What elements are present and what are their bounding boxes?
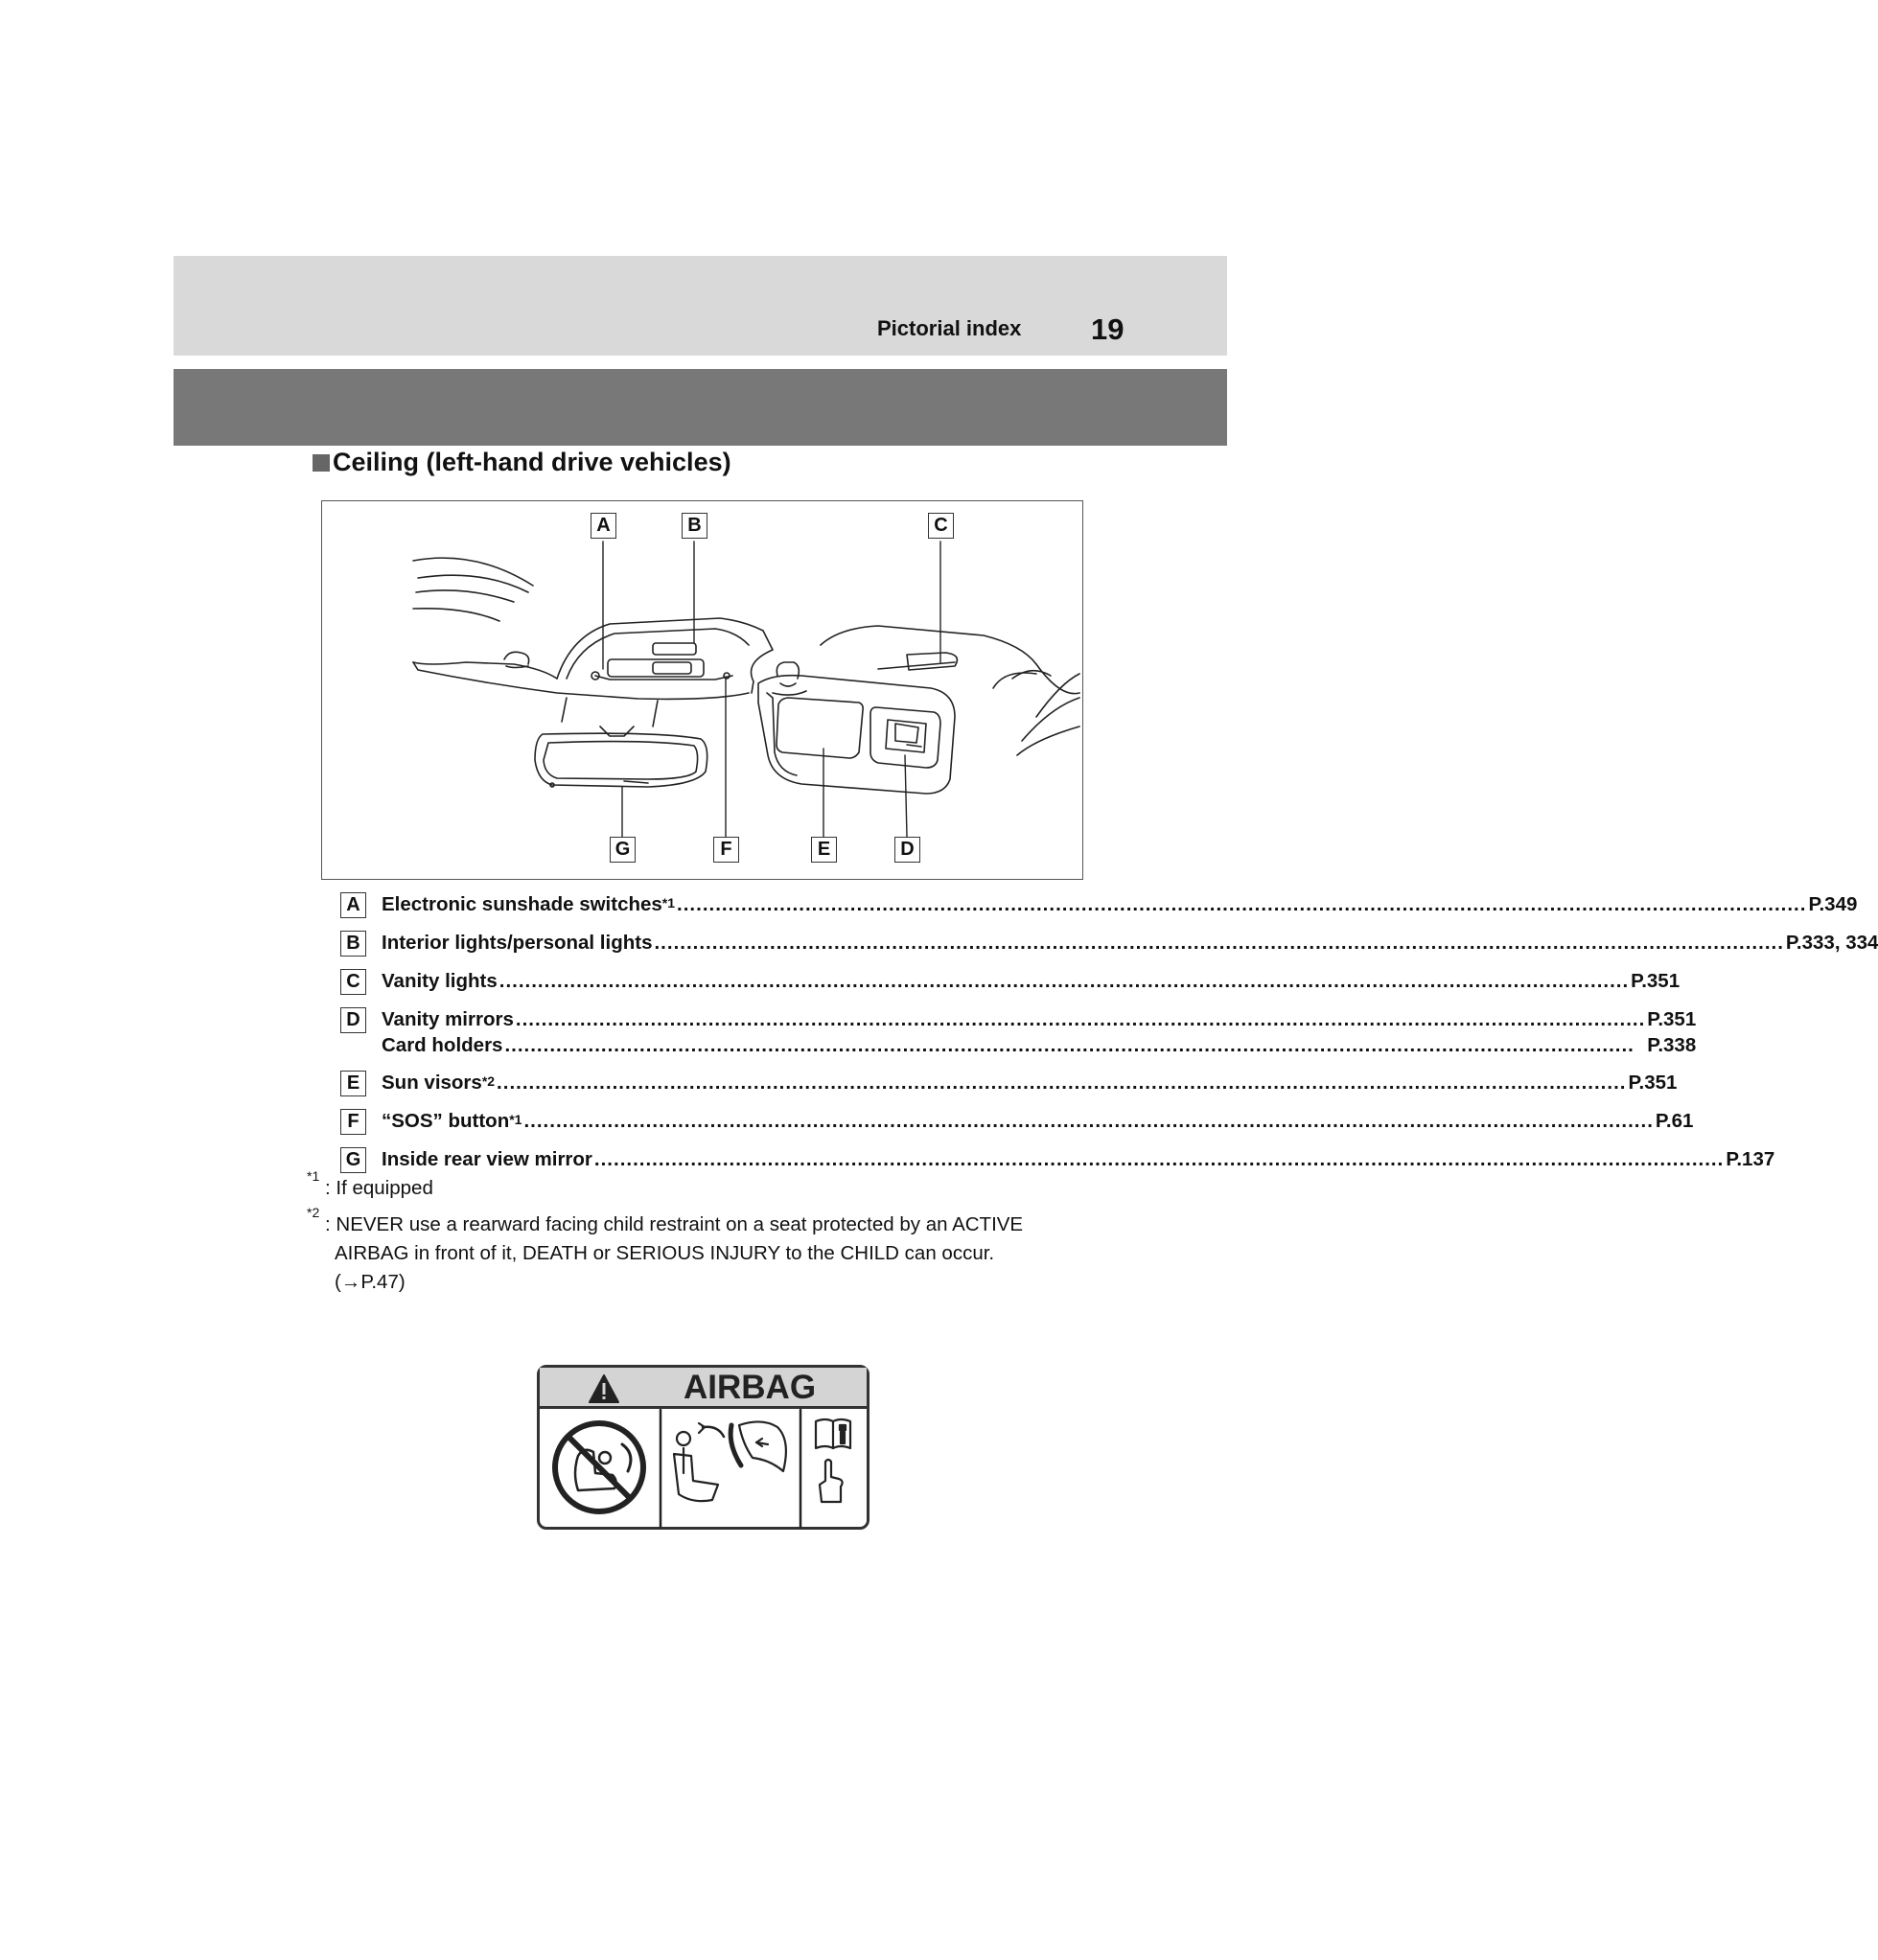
figure-label-f: F bbox=[713, 837, 739, 863]
legend-key: D bbox=[340, 1007, 366, 1033]
legend-text: Card holders bbox=[382, 1034, 503, 1056]
figure-label-a: A bbox=[591, 513, 616, 539]
page-ref-link[interactable]: P.333, 334 bbox=[1785, 932, 1878, 954]
legend-text: “SOS” button bbox=[382, 1110, 510, 1132]
page-ref-link[interactable]: P.351 bbox=[1628, 1072, 1678, 1094]
legend-item-e: E Sun visors $^{*2}$ ..... P.351 bbox=[340, 1070, 1057, 1096]
legend-text: Vanity mirrors bbox=[382, 1008, 514, 1030]
figure-label-e: E bbox=[811, 837, 837, 863]
figure-label-c: C bbox=[928, 513, 954, 539]
figure-label-g: G bbox=[610, 837, 636, 863]
page-ref-link[interactable]: P.351 bbox=[1631, 970, 1681, 992]
legend-key: F bbox=[340, 1109, 366, 1135]
section-bullet-icon bbox=[313, 454, 330, 472]
legend-item-f: F “SOS” button $^{*1}$ ..... P.61 bbox=[340, 1108, 1057, 1135]
legend-item-g bbox=[340, 1146, 1775, 1173]
header-band bbox=[174, 256, 1227, 356]
legend-list bbox=[340, 891, 1878, 1185]
ceiling-illustration bbox=[321, 500, 1083, 880]
section-title bbox=[313, 448, 731, 477]
read-manual-icon bbox=[816, 1419, 850, 1502]
legend-key: A bbox=[340, 892, 366, 918]
legend-text: Sun visors bbox=[382, 1072, 482, 1094]
section-title-text: Ceiling (left-hand drive vehicles) bbox=[333, 448, 731, 476]
seat-airbag-deploy-icon bbox=[674, 1421, 786, 1501]
legend-key: C bbox=[340, 969, 366, 995]
footnote-text-line-1: : NEVER use a rearward facing child restraint on a seat protected by an ACTIVE bbox=[325, 1213, 1024, 1235]
page-ref-link[interactable]: P.349 bbox=[1808, 893, 1858, 915]
warning-triangle-icon bbox=[590, 1375, 618, 1402]
leader-dots bbox=[523, 1108, 1653, 1134]
figure-label-d: D bbox=[894, 837, 920, 863]
page-number: 19 bbox=[1091, 312, 1124, 346]
no-rear-facing-child-seat-icon bbox=[555, 1423, 643, 1511]
airbag-warning-label bbox=[537, 1365, 869, 1530]
footnote-1: *1 : If equipped bbox=[307, 1174, 433, 1203]
legend-text: Interior lights/personal lights bbox=[382, 932, 653, 954]
legend-key: E bbox=[340, 1071, 366, 1096]
legend-item-a: A Electronic sunshade switches $^{*1}$ ..... P.349 bbox=[340, 891, 1057, 918]
page-ref-link[interactable]: P.137 bbox=[1726, 1148, 1775, 1170]
leader-dots bbox=[677, 891, 1806, 917]
leader-dots bbox=[504, 1032, 1645, 1058]
page-ref-link[interactable]: P.61 bbox=[1655, 1110, 1694, 1132]
legend-item-d bbox=[340, 1006, 1697, 1058]
leader-dots bbox=[497, 1070, 1626, 1095]
chapter-title: Pictorial index bbox=[877, 316, 1022, 340]
page-ref-link[interactable]: P.338 bbox=[1647, 1034, 1697, 1056]
legend-key: B bbox=[340, 931, 366, 957]
footnote-text-line-2: AIRBAG in front of it, DEATH or SERIOUS INJURY to the CHILD can occur. bbox=[335, 1242, 995, 1264]
leader-dots bbox=[499, 968, 1629, 994]
legend-text: Inside rear view mirror bbox=[382, 1148, 592, 1170]
leader-dots bbox=[594, 1146, 1724, 1172]
leader-dots bbox=[654, 930, 1783, 956]
figure-label-b: B bbox=[682, 513, 707, 539]
footnote-page-ref[interactable]: (→P.47) bbox=[335, 1271, 406, 1293]
legend-text: Vanity lights bbox=[382, 970, 498, 992]
legend-text: Electronic sunshade switches bbox=[382, 893, 662, 915]
footnote-text: : If equipped bbox=[325, 1177, 433, 1199]
header-dark-band bbox=[174, 369, 1227, 446]
footnote-2: *2 : NEVER use a rearward facing child restraint on a seat protected by an ACTIVE AIRBAG in front of it, DEATH or SERIOUS INJURY to the CHILD can occur. (→P.47) bbox=[307, 1211, 1023, 1297]
page-ref-link[interactable]: P.351 bbox=[1647, 1008, 1697, 1030]
legend-item-b bbox=[340, 930, 1878, 957]
legend-item-c bbox=[340, 968, 1681, 995]
legend-key: G bbox=[340, 1147, 366, 1173]
leader-dots bbox=[516, 1006, 1645, 1032]
airbag-label-title: AIRBAG bbox=[684, 1369, 817, 1406]
